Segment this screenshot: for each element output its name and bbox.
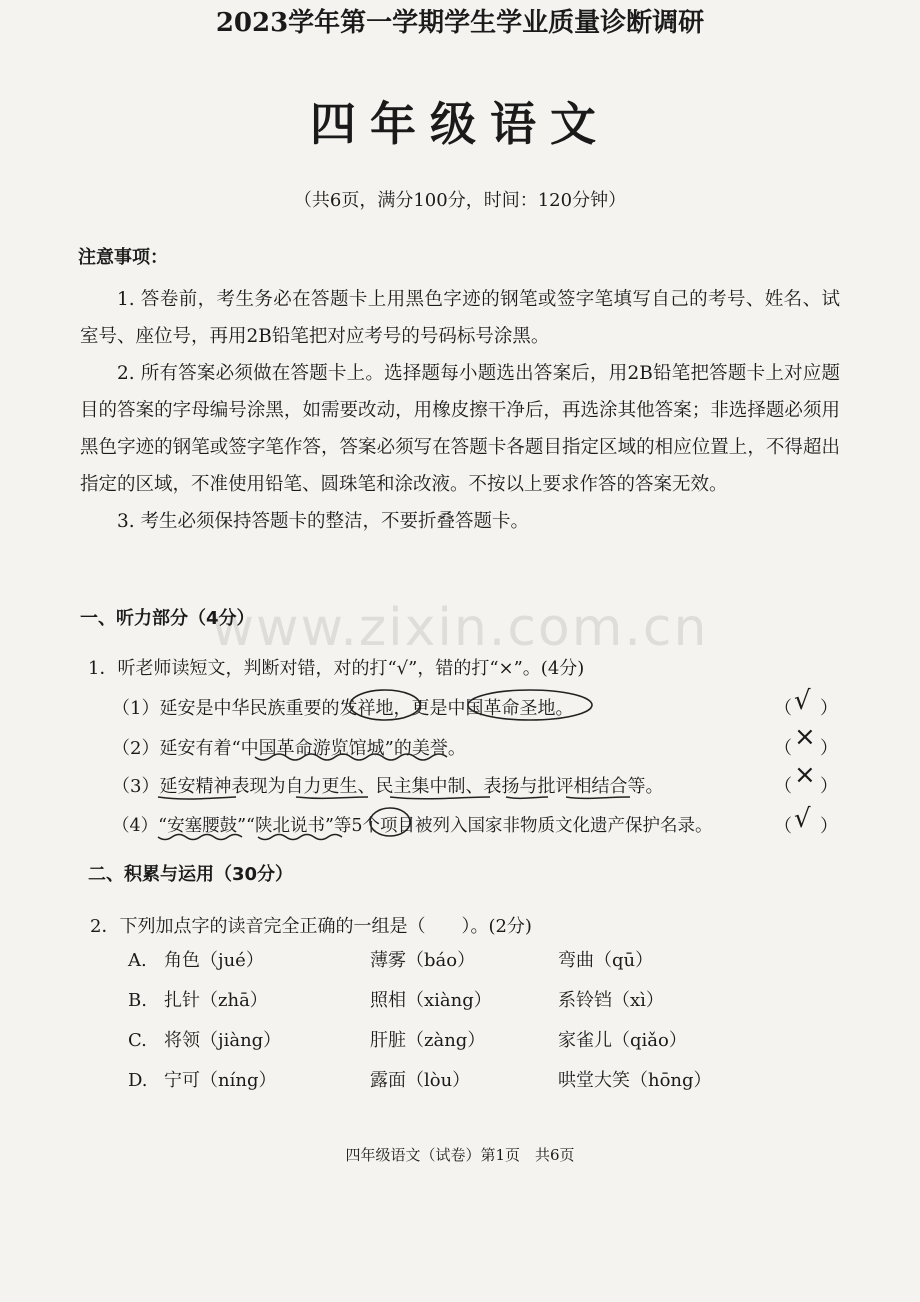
option-b-word-2: 照相（xiàng）: [370, 990, 492, 1011]
q1-item-1: （1）延安是中华民族重要的发祥地，更是中国革命圣地。: [112, 698, 574, 719]
circle-annotation: [350, 690, 420, 720]
option-d-letter: D.: [128, 1070, 148, 1091]
circle-annotation: [468, 690, 592, 720]
q1-item-3: （3）延安精神表现为自力更生、民主集中制、表扬与批评相结合等。: [112, 776, 664, 797]
check-mark-icon: √: [794, 804, 811, 834]
underline: [158, 797, 236, 799]
option-a-letter: A.: [128, 950, 147, 971]
question-2: 2．下列加点字的读音完全正确的一组是（ ）。(2分): [90, 916, 532, 937]
underline: [390, 797, 490, 799]
q1-item-4: （4）“安塞腰鼓”“陕北说书”等5个项目被列入国家非物质文化遗产保护名录。: [112, 816, 713, 836]
option-c-letter: C.: [128, 1030, 147, 1051]
option-b-letter: B.: [128, 990, 147, 1011]
underline: [566, 797, 630, 798]
answer-bracket-close: ）: [820, 698, 838, 719]
option-d-word-1: 宁可（níng）: [164, 1070, 277, 1091]
cross-mark-icon: ×: [794, 760, 816, 790]
subject-title: 四年级语文: [310, 97, 610, 151]
option-c-word-3: 家雀儿（qiǎo）: [558, 1030, 687, 1051]
underline: [296, 797, 368, 798]
page-footer: 四年级语文（试卷）第1页 共6页: [345, 1146, 575, 1164]
answer-bracket-close: ）: [820, 776, 838, 797]
answer-bracket-open: （: [774, 776, 792, 797]
answer-bracket-open: （: [774, 738, 792, 759]
option-c-word-1: 将领（jiàng）: [164, 1030, 282, 1051]
notice-heading: 注意事项：: [78, 247, 168, 268]
notice-item-2: 2. 所有答案必须做在答题卡上。选择题每小题选出答案后，用2B铅笔把答题卡上对应题目的答案的字母编号涂黑，如需要改动，用橡皮擦干净后，再选涂其他答案；非选择题必须用黑色字迹的钢笔或签字笔作答，答案必须写在答题卡各题目指定区域的相应位置上，不得超出指定的区域，不准使用铅笔、圆珠笔和涂改液。不按以上要求作答的答案无效。: [80, 363, 840, 495]
circle-annotation: [370, 808, 410, 836]
option-a-word-3: 弯曲（qū）: [558, 950, 654, 971]
notice-item-1: 1. 答卷前，考生务必在答题卡上用黑色字迹的钢笔或签字笔填写自己的考号、姓名、试室号、座位号，再用2B铅笔把对应考号的号码标号涂黑。: [80, 289, 840, 347]
cross-mark-icon: ×: [794, 722, 816, 752]
option-c-word-2: 肝脏（zàng）: [370, 1030, 486, 1051]
answer-bracket-open: （: [774, 698, 792, 719]
watermark: www.zixin.com.cn: [211, 598, 709, 658]
wavy-underline: [158, 835, 242, 840]
option-b-word-1: 扎针（zhā）: [164, 990, 268, 1011]
answer-bracket-close: ）: [820, 816, 838, 837]
option-b-word-3: 系铃铛（xì）: [558, 990, 664, 1011]
answer-bracket-close: ）: [820, 738, 838, 759]
question-1: 1．听老师读短文，判断对错，对的打“√”，错的打“×”。(4分): [88, 658, 585, 679]
q1-item-2: （2）延安有着“中国革命游览馆城”的美誉。: [112, 738, 466, 759]
notice-item-3: 3. 考生必须保持答题卡的整洁，不要折叠答题卡。: [117, 511, 530, 532]
wavy-underline: [258, 835, 342, 840]
option-a-word-2: 薄雾（báo）: [370, 950, 476, 971]
section2-heading: 二、积累与运用（30分）: [88, 864, 294, 885]
option-d-word-2: 露面（lòu）: [370, 1070, 471, 1091]
wavy-underline: [255, 754, 447, 760]
underline: [506, 797, 548, 798]
exam-header-title: 2023学年第一学期学生学业质量诊断调研: [215, 8, 705, 38]
option-d-word-3: 哄堂大笑（hōng）: [558, 1070, 712, 1091]
exam-info: （共6页，满分100分，时间：120分钟）: [293, 190, 627, 211]
section1-heading: 一、听力部分（4分）: [80, 608, 255, 629]
answer-bracket-open: （: [774, 816, 792, 837]
check-mark-icon: √: [794, 686, 811, 716]
option-a-word-1: 角色（jué）: [164, 950, 264, 971]
